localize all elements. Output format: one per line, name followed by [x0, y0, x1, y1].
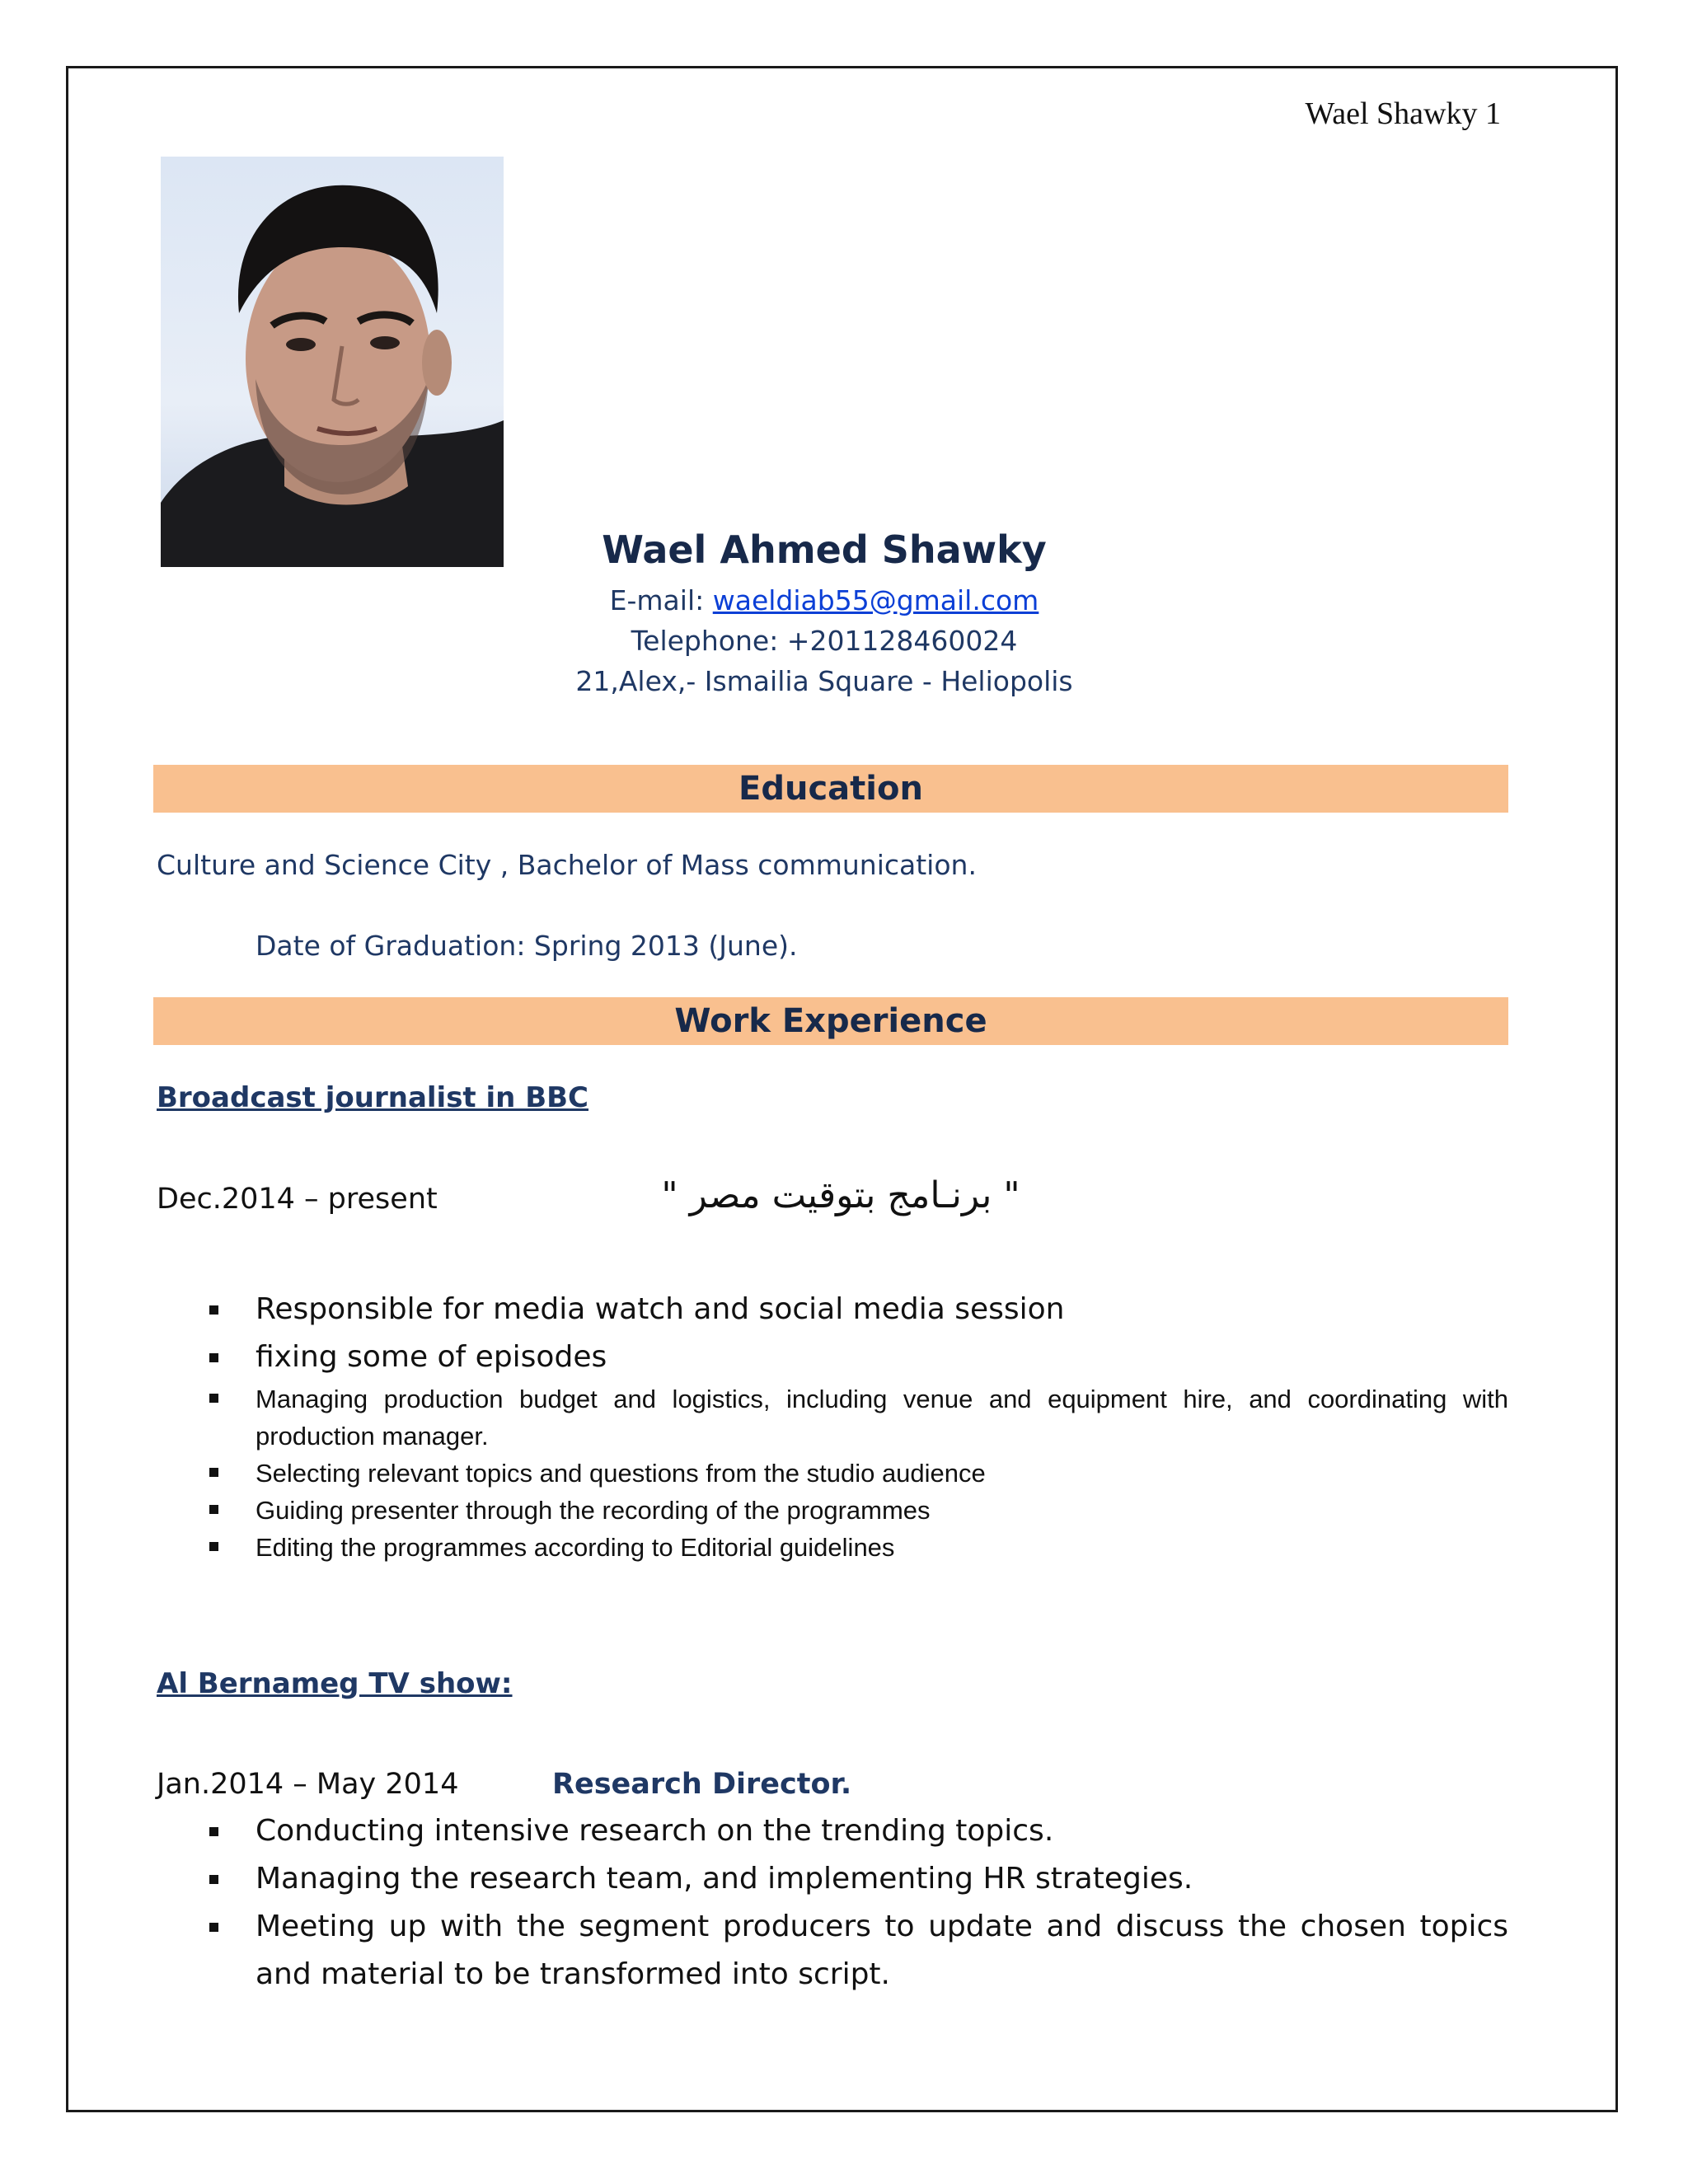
job-title-al-bernameg: Al Bernameg TV show: [157, 1667, 513, 1700]
email-link[interactable]: waeldiab55@gmail.com [712, 584, 1039, 616]
graduation-date: Date of Graduation: Spring 2013 (June). [256, 930, 798, 962]
telephone-line: Telephone: +201128460024 [631, 625, 1018, 657]
list-item: Editing the programmes according to Editorial guidelines [206, 1529, 1508, 1566]
al-bernameg-duties-list [206, 1807, 1508, 1999]
job-role-al-bernameg: Research Director. [552, 1768, 852, 1801]
list-item: fixing some of episodes [206, 1333, 1508, 1381]
list-item: Selecting relevant topics and questions from the studio audience [206, 1455, 1508, 1492]
profile-photo [161, 157, 504, 567]
list-item: Responsible for media watch and social media session [206, 1286, 1508, 1333]
email-line [511, 580, 1137, 621]
work-experience-heading: Work Experience [153, 997, 1508, 1045]
job-title-bbc: Broadcast journalist in BBC [157, 1081, 588, 1114]
list-item: Managing production budget and logistics, including venue and equipment hire, and coordinating with production manager. [206, 1380, 1508, 1455]
bbc-duties-list-detail [206, 1380, 1508, 1566]
candidate-name: Wael Ahmed Shawky [602, 527, 1047, 572]
job-dates-al-bernameg: Jan.2014 – May 2014 [157, 1768, 459, 1801]
list-item: Conducting intensive research on the trending topics. [206, 1807, 1508, 1855]
page-header-note: Wael Shawky 1 [1305, 96, 1501, 131]
education-heading: Education [153, 765, 1508, 813]
bbc-duties-list [206, 1286, 1508, 1381]
job-dates-bbc: Dec.2014 – present [157, 1183, 438, 1216]
list-item: Managing the research team, and implementing HR strategies. [206, 1855, 1508, 1903]
education-institution: Culture and Science City , Bachelor of Mass communication. [157, 849, 977, 881]
program-name-arabic: " برنـامج بتوقيت مصر " [661, 1174, 1020, 1216]
list-item: Guiding presenter through the recording of the programmes [206, 1492, 1508, 1529]
address-line: 21,Alex,- Ismailia Square - Heliopolis [575, 665, 1073, 697]
contact-block [511, 527, 1137, 701]
email-label: E-mail: [609, 584, 713, 616]
list-item: Meeting up with the segment producers to update and discuss the chosen topics and material to be transformed into script. [206, 1903, 1508, 1999]
